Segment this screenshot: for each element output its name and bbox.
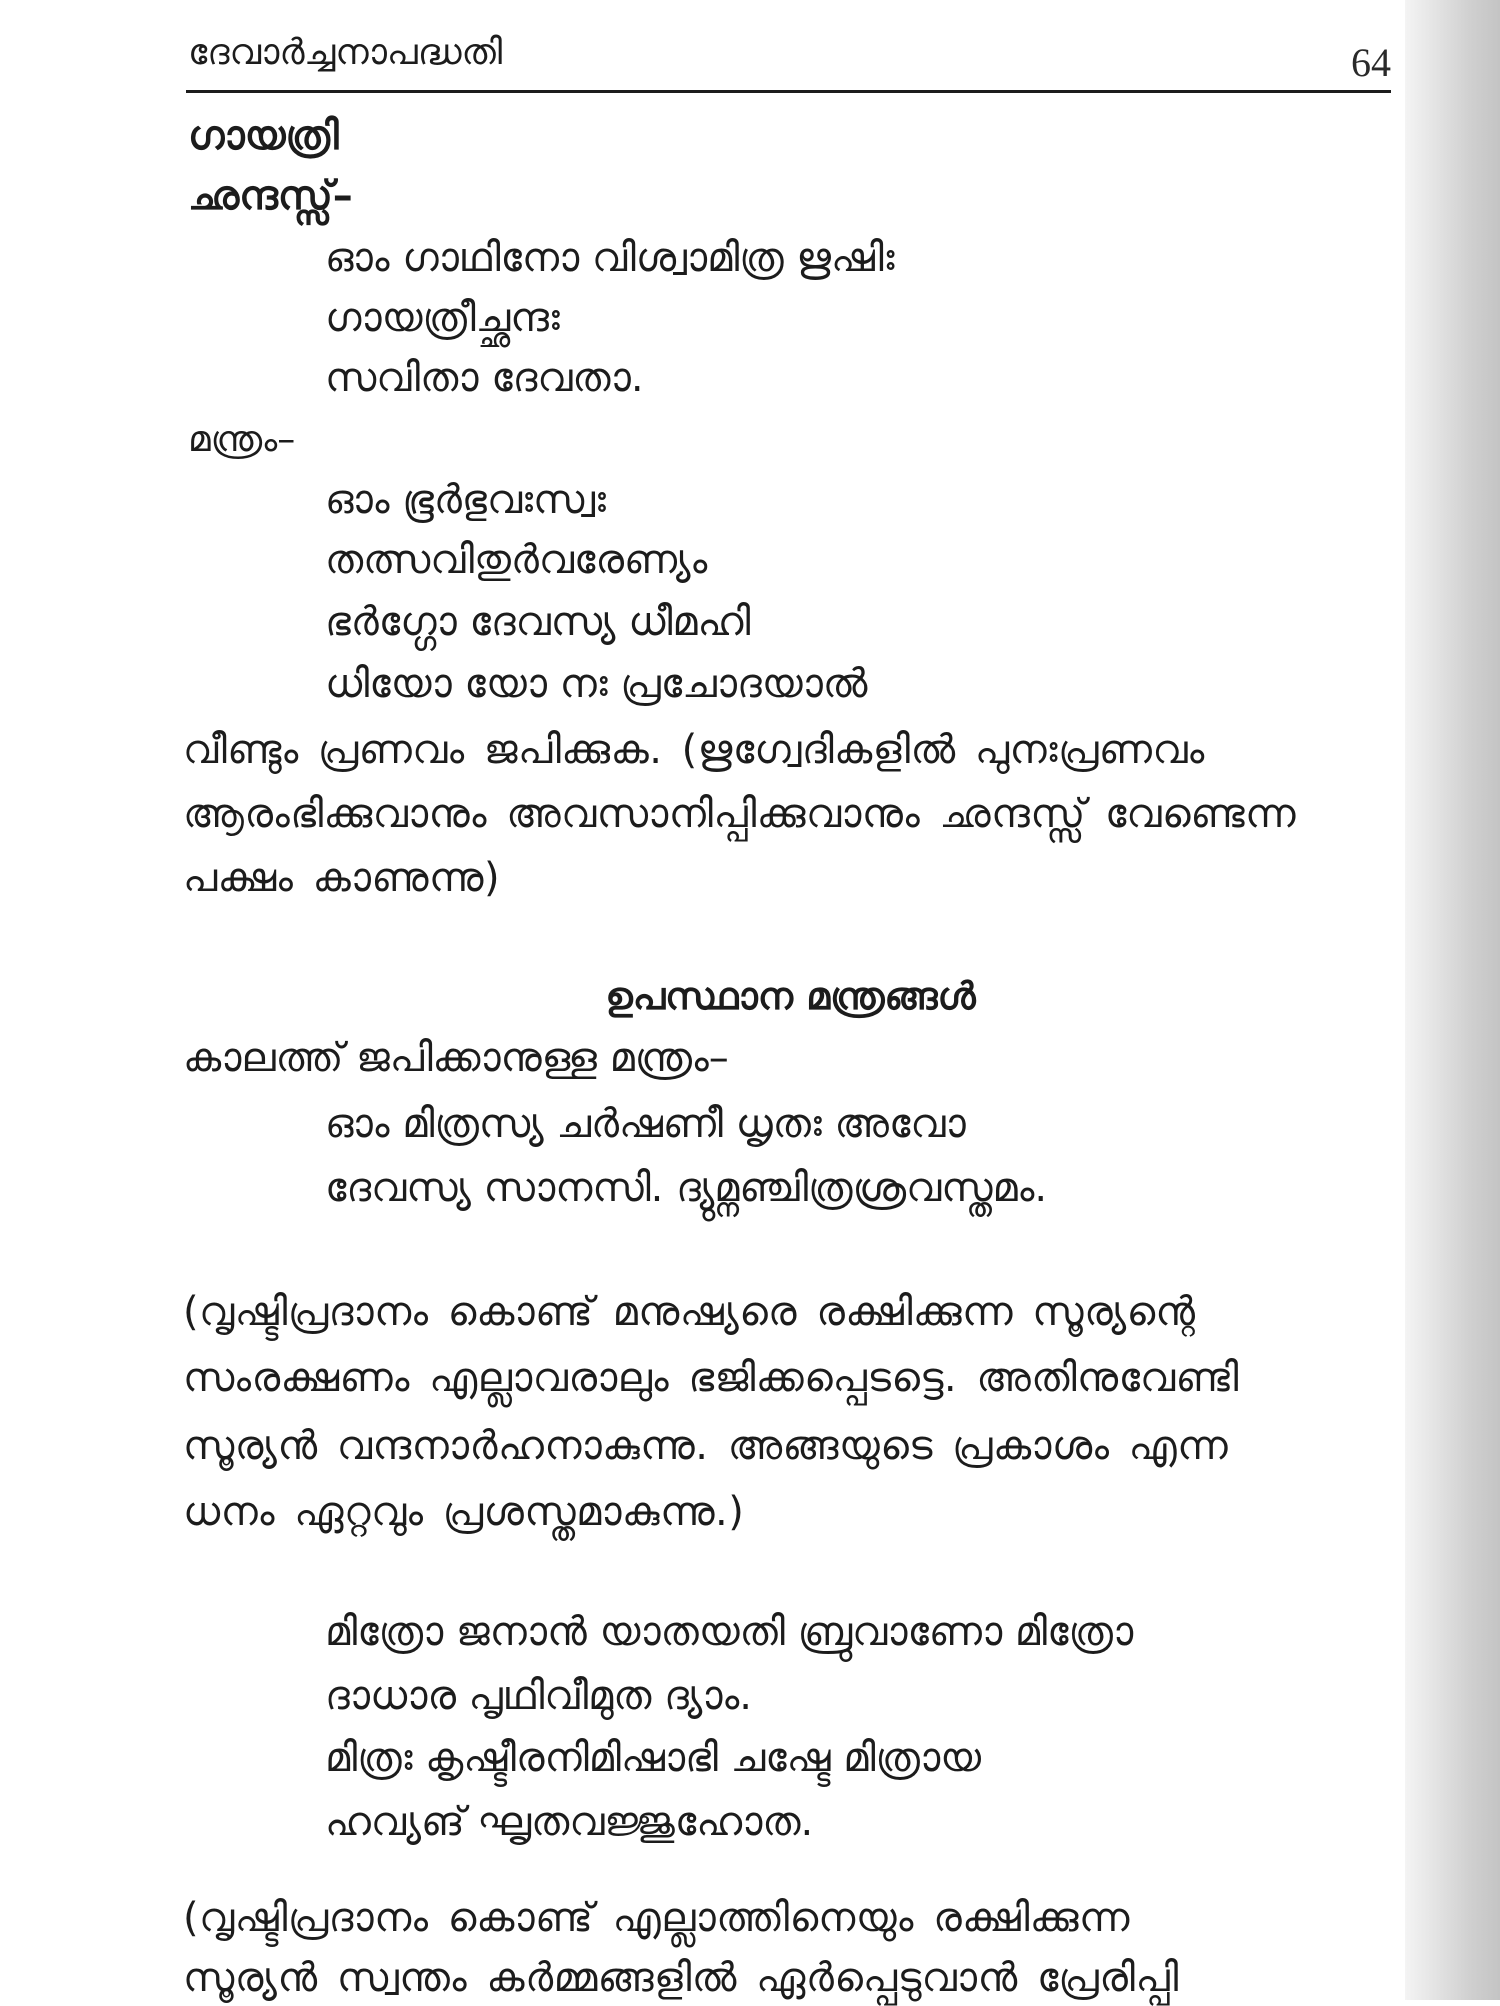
- header-rule: [186, 90, 1391, 93]
- mantra-label: മന്ത്രം–: [188, 419, 296, 460]
- meaning-line: സൂര്യൻ സ്വന്തം കർമ്മങ്ങളിൽ ഏർപ്പെടുവാൻ പ്രേരിപ്പി: [183, 1955, 1179, 2001]
- upasthana-mantra-line: ദാധാര പൃഥിവീമുത ദ്യാം.: [325, 1673, 753, 1719]
- gayatri-mantra-line: ഭർഗ്ഗോ ദേവസ്യ ധീമഹി: [325, 599, 751, 645]
- meaning-line: (വൃഷ്ടിപ്രദാനം കൊണ്ട് എല്ലാത്തിനെയും രക്ഷിക്കുന്ന: [183, 1895, 1130, 1941]
- section-heading: ഉപസ്ഥാന മന്ത്രങ്ങൾ: [605, 974, 976, 1018]
- gayatri-mantra-line: ഓം ഭൂർഭുവഃസ്വഃ: [325, 477, 606, 523]
- gayatri-mantra-line: ധിയോ യോ നഃ പ്രചോദയാൽ: [325, 661, 868, 707]
- chandas-line: ഓം ഗാഥിനോ വിശ്വാമിത്ര ഋഷിഃ: [325, 235, 895, 281]
- upasthana-mantra-line: മിത്രഃ കൃഷ്ടീരനിമിഷാഭി ചഷ്ടേ മിത്രായ: [325, 1735, 982, 1781]
- meaning-line: (വൃഷ്ടിപ്രദാനം കൊണ്ട് മനുഷ്യരെ രക്ഷിക്കുന്ന സൂര്യന്റെ: [183, 1289, 1196, 1335]
- meaning-line: സൂര്യൻ വന്ദനാർഹനാകുന്നു. അങ്ങയുടെ പ്രകാശം എന്ന: [183, 1423, 1229, 1469]
- page-edge-shadow: [1405, 0, 1500, 2000]
- gayatri-title: ഗായത്രി: [188, 113, 339, 159]
- running-head-title: ദേവാർച്ചനാപദ്ധതി: [188, 32, 503, 73]
- page-number: 64: [1351, 40, 1391, 85]
- meaning-line: സംരക്ഷണം എല്ലാവരാലും ഭജിക്കപ്പെടട്ടെ. അതിനുവേണ്ടി: [183, 1355, 1239, 1401]
- gayatri-note-line: ആരംഭിക്കുവാനും അവസാനിപ്പിക്കുവാനും ഛന്ദസ്സ് വേണ്ടെന്ന: [183, 791, 1297, 837]
- upasthana-mantra-line: മിത്രോ ജനാൻ യാതയതി ബ്രുവാണോ മിത്രോ: [325, 1609, 1134, 1655]
- chandas-line: ഗായത്രീച്ഛന്ദഃ: [325, 295, 560, 341]
- upasthana-mantra-line: ദേവസ്യ സാനസി. ദ്യുമ്നഞ്ചിത്രശ്രവസ്തമം.: [325, 1165, 1048, 1211]
- chandas-label: ഛന്ദസ്സ്–: [188, 173, 353, 219]
- gayatri-mantra-line: തത്സവിതുർവരേണ്യം: [325, 537, 708, 583]
- gayatri-note-line: പക്ഷം കാണുന്നു): [183, 855, 501, 901]
- meaning-line: ധനം ഏറ്റവും പ്രശസ്തമാകുന്നു.): [183, 1489, 745, 1535]
- upasthana-mantra-line: ഓം മിത്രസ്യ ചർഷണീ ധൃതഃ അവോ: [325, 1101, 966, 1147]
- upasthana-mantra-line: ഹവ്യങ് ഘൃതവജ്ജുഹോത.: [325, 1799, 814, 1845]
- chandas-line: സവിതാ ദേവതാ.: [325, 355, 644, 401]
- gayatri-note-line: വീണ്ടും പ്രണവം ജപിക്കുക. (ഋഗ്വേദികളിൽ പുനഃപ്രണവം: [183, 727, 1205, 773]
- morning-mantra-label: കാലത്ത് ജപിക്കാനുള്ള മന്ത്രം–: [183, 1035, 729, 1081]
